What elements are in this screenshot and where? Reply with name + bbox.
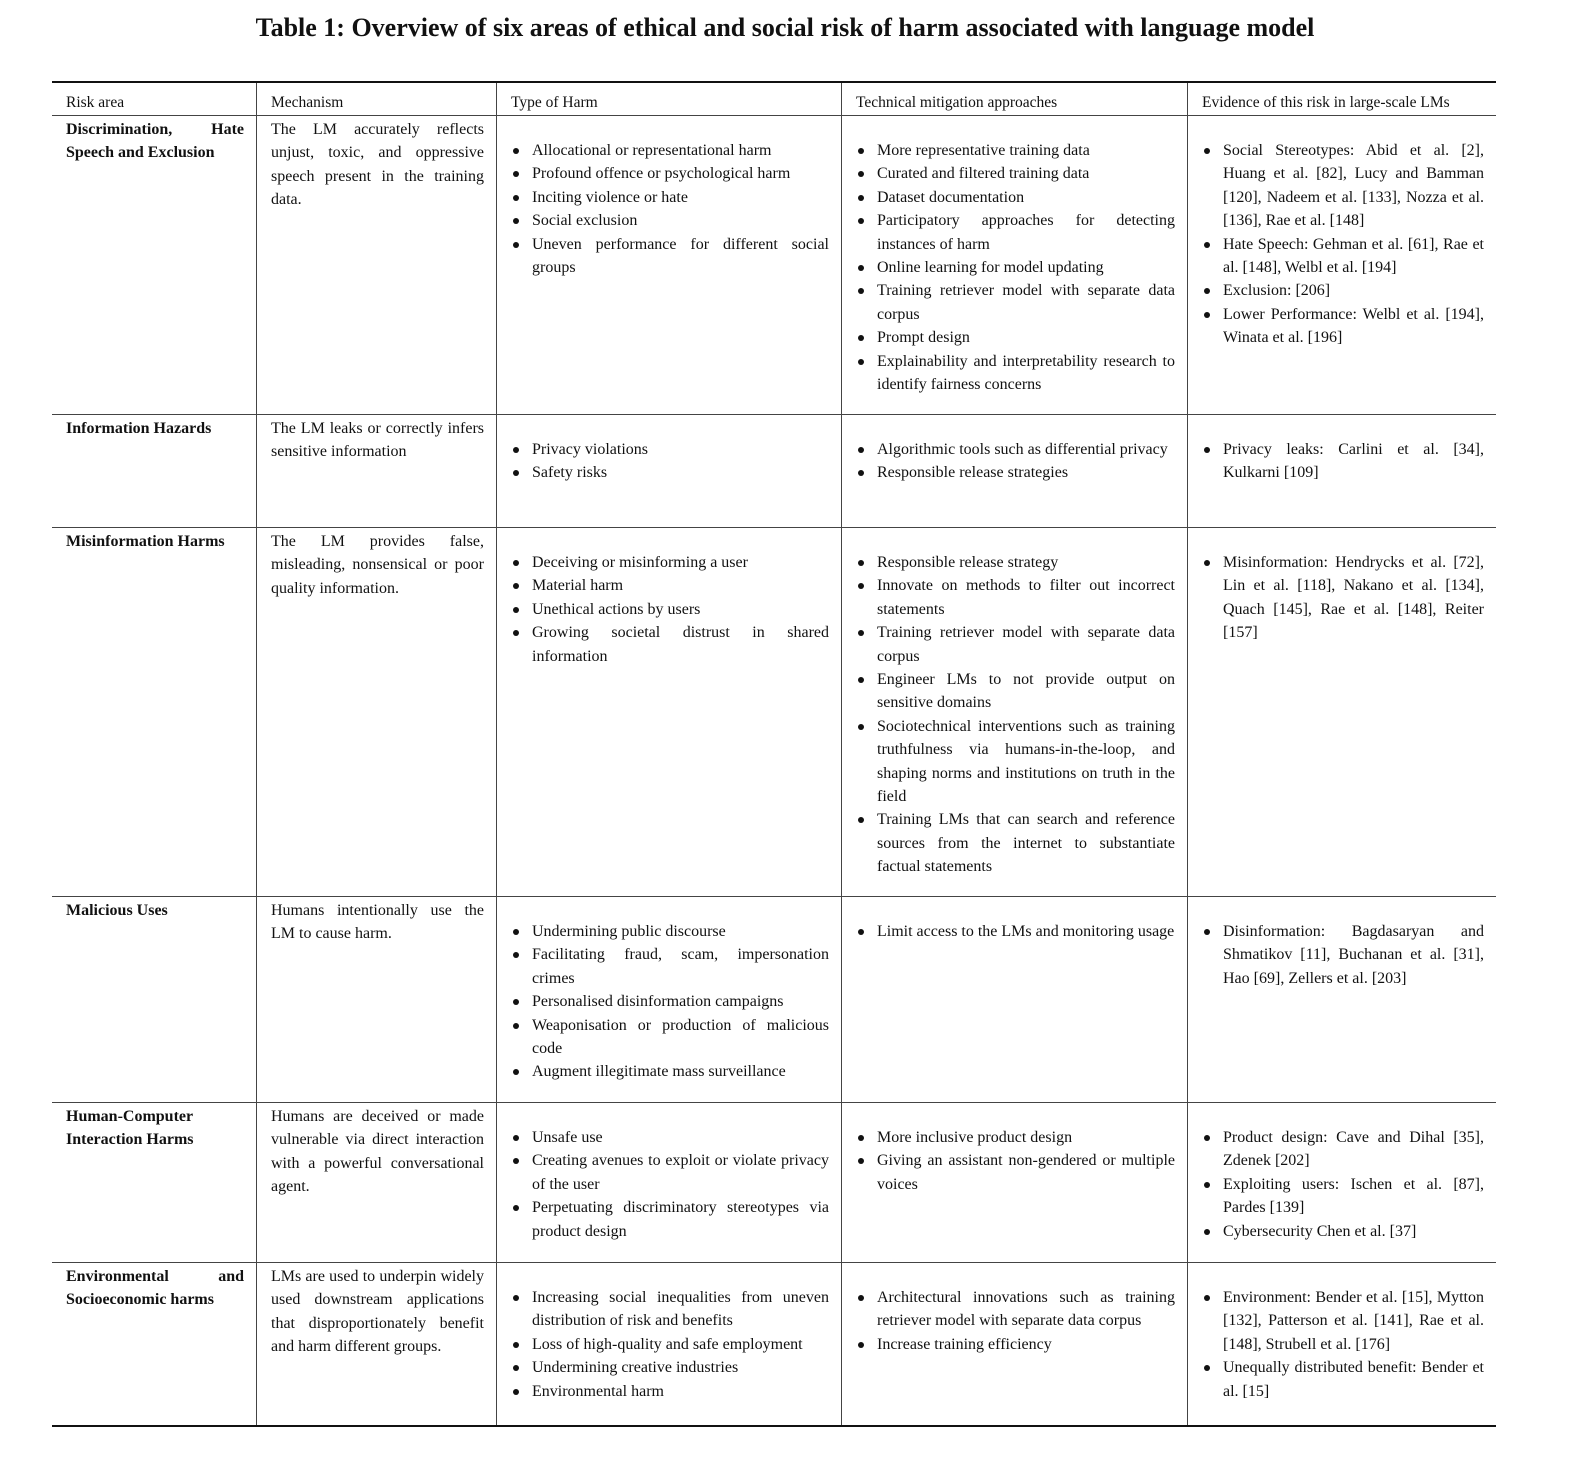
evidence-item: Misinformation: Hendrycks et al. [72], Lin et al. [118], Nakano et al. [134], Quach [145], Rae et al. [148], Reiter [157] xyxy=(1202,551,1484,645)
column-header-mitigation: Technical mitigation approaches xyxy=(841,83,1187,115)
mitigation-item: Architectural innovations such as training retriever model with separate data corpus xyxy=(856,1286,1175,1333)
table-title: Table 1: Overview of six areas of ethical and social risk of harm associated with language model xyxy=(255,13,1315,42)
harm-item: Material harm xyxy=(511,574,829,597)
mitigation-item: Sociotechnical interventions such as training truthfulness via humans-in-the-loop, and shaping norms and institutions on truth in the field xyxy=(856,715,1175,809)
harm-cell xyxy=(496,116,841,414)
evidence-cell xyxy=(1187,897,1496,1102)
table-header-row xyxy=(52,83,1496,115)
harm-cell xyxy=(496,415,841,527)
mitigation-item: Online learning for model updating xyxy=(856,256,1175,279)
risk-table xyxy=(52,81,1496,1427)
evidence-item: Disinformation: Bagdasaryan and Shmatikov [11], Buchanan et al. [31], Hao [69], Zellers et al. [203] xyxy=(1202,920,1484,990)
harm-item: Weaponisation or production of malicious code xyxy=(511,1014,829,1061)
mitigation-item: Limit access to the LMs and monitoring usage xyxy=(856,920,1175,943)
harm-item: Safety risks xyxy=(511,461,829,484)
mitigation-item: Innovate on methods to filter out incorrect statements xyxy=(856,574,1175,621)
harm-item: Facilitating fraud, scam, impersonation crimes xyxy=(511,943,829,990)
evidence-item: Lower Performance: Welbl et al. [194], Winata et al. [196] xyxy=(1202,303,1484,350)
mitigation-cell xyxy=(841,897,1187,1102)
mechanism-cell: Humans are deceived or made vulnerable via direct interaction with a powerful conversational agent. xyxy=(256,1103,496,1262)
harm-item: Growing societal distrust in shared information xyxy=(511,621,829,668)
evidence-item: Social Stereotypes: Abid et al. [2], Huang et al. [82], Lucy and Bamman [120], Nadeem et al. [133], Nozza et al. [136], Rae et al. [148] xyxy=(1202,139,1484,233)
evidence-item: Cybersecurity Chen et al. [37] xyxy=(1202,1220,1484,1243)
table-row xyxy=(52,896,1496,1102)
table-row xyxy=(52,1262,1496,1425)
mitigation-item: More inclusive product design xyxy=(856,1126,1175,1149)
risk-area-cell: Discrimination, Hate Speech and Exclusion xyxy=(66,121,244,162)
mitigation-item: Algorithmic tools such as differential privacy xyxy=(856,438,1175,461)
risk-area-cell: Misinformation Harms xyxy=(66,533,225,550)
harm-item: Inciting violence or hate xyxy=(511,186,829,209)
mitigation-item: Responsible release strategies xyxy=(856,461,1175,484)
column-header-type-of-harm: Type of Harm xyxy=(496,83,841,115)
mitigation-item: Training retriever model with separate data corpus xyxy=(856,279,1175,326)
harm-item: Privacy violations xyxy=(511,438,829,461)
evidence-cell xyxy=(1187,528,1496,896)
harm-cell xyxy=(496,528,841,896)
harm-item: Loss of high-quality and safe employment xyxy=(511,1333,829,1356)
mitigation-item: Giving an assistant non-gendered or multiple voices xyxy=(856,1149,1175,1196)
mitigation-item: Prompt design xyxy=(856,326,1175,349)
mitigation-item: Engineer LMs to not provide output on sensitive domains xyxy=(856,668,1175,715)
mitigation-cell xyxy=(841,415,1187,527)
harm-item: Social exclusion xyxy=(511,209,829,232)
mitigation-cell xyxy=(841,1263,1187,1425)
table-row xyxy=(52,414,1496,527)
harm-item: Unsafe use xyxy=(511,1126,829,1149)
mitigation-item: Training retriever model with separate data corpus xyxy=(856,621,1175,668)
mitigation-item: More representative training data xyxy=(856,139,1175,162)
harm-item: Environmental harm xyxy=(511,1380,829,1403)
mitigation-item: Increase training efficiency xyxy=(856,1333,1175,1356)
harm-item: Augment illegitimate mass surveillance xyxy=(511,1060,829,1083)
evidence-cell xyxy=(1187,1103,1496,1262)
evidence-item: Exclusion: [206] xyxy=(1202,279,1484,302)
column-header-mechanism: Mechanism xyxy=(256,83,496,115)
evidence-cell xyxy=(1187,415,1496,527)
evidence-cell xyxy=(1187,1263,1496,1425)
harm-cell xyxy=(496,1103,841,1262)
mechanism-cell: LMs are used to underpin widely used downstream applications that disproportionately benefit and harm different groups. xyxy=(256,1263,496,1425)
harm-item: Undermining public discourse xyxy=(511,920,829,943)
mitigation-item: Responsible release strategy xyxy=(856,551,1175,574)
evidence-item: Unequally distributed benefit: Bender et al. [15] xyxy=(1202,1356,1484,1403)
mitigation-item: Curated and filtered training data xyxy=(856,162,1175,185)
table-row xyxy=(52,115,1496,414)
mitigation-cell xyxy=(841,116,1187,414)
mechanism-cell: Humans intentionally use the LM to cause harm. xyxy=(256,897,496,1102)
mechanism-cell: The LM accurately reflects unjust, toxic, and oppressive speech present in the training data. xyxy=(256,116,496,414)
harm-cell xyxy=(496,1263,841,1425)
table-row xyxy=(52,1102,1496,1262)
evidence-item: Product design: Cave and Dihal [35], Zdenek [202] xyxy=(1202,1126,1484,1173)
evidence-item: Privacy leaks: Carlini et al. [34], Kulkarni [109] xyxy=(1202,438,1484,485)
harm-item: Deceiving or misinforming a user xyxy=(511,551,829,574)
harm-item: Profound offence or psychological harm xyxy=(511,162,829,185)
mechanism-cell: The LM leaks or correctly infers sensitive information xyxy=(256,415,496,527)
harm-item: Creating avenues to exploit or violate privacy of the user xyxy=(511,1149,829,1196)
mitigation-item: Explainability and interpretability research to identify fairness concerns xyxy=(856,350,1175,397)
harm-item: Perpetuating discriminatory stereotypes via product design xyxy=(511,1196,829,1243)
risk-area-cell: Human-Computer Interaction Harms xyxy=(66,1108,194,1149)
mitigation-item: Dataset documentation xyxy=(856,186,1175,209)
mechanism-cell: The LM provides false, misleading, nonsensical or poor quality information. xyxy=(256,528,496,896)
harm-item: Allocational or representational harm xyxy=(511,139,829,162)
column-header-risk-area: Risk area xyxy=(66,94,125,111)
harm-item: Undermining creative industries xyxy=(511,1356,829,1379)
harm-item: Increasing social inequalities from uneven distribution of risk and benefits xyxy=(511,1286,829,1333)
evidence-item: Exploiting users: Ischen et al. [87], Pardes [139] xyxy=(1202,1173,1484,1220)
risk-area-cell: Information Hazards xyxy=(66,420,212,437)
risk-area-cell: Environmental and Socioeconomic harms xyxy=(66,1268,244,1309)
evidence-item: Environment: Bender et al. [15], Mytton [132], Patterson et al. [141], Rae et al. [148], Strubell et al. [176] xyxy=(1202,1286,1484,1356)
mitigation-item: Participatory approaches for detecting instances of harm xyxy=(856,209,1175,256)
evidence-cell xyxy=(1187,116,1496,414)
table-row xyxy=(52,527,1496,896)
harm-item: Personalised disinformation campaigns xyxy=(511,990,829,1013)
harm-item: Unethical actions by users xyxy=(511,598,829,621)
risk-area-cell: Malicious Uses xyxy=(66,902,168,919)
mitigation-cell xyxy=(841,528,1187,896)
column-header-evidence: Evidence of this risk in large-scale LMs xyxy=(1187,83,1496,115)
mitigation-cell xyxy=(841,1103,1187,1262)
evidence-item: Hate Speech: Gehman et al. [61], Rae et al. [148], Welbl et al. [194] xyxy=(1202,233,1484,280)
mitigation-item: Training LMs that can search and reference sources from the internet to substantiate factual statements xyxy=(856,808,1175,878)
harm-cell xyxy=(496,897,841,1102)
harm-item: Uneven performance for different social groups xyxy=(511,233,829,280)
